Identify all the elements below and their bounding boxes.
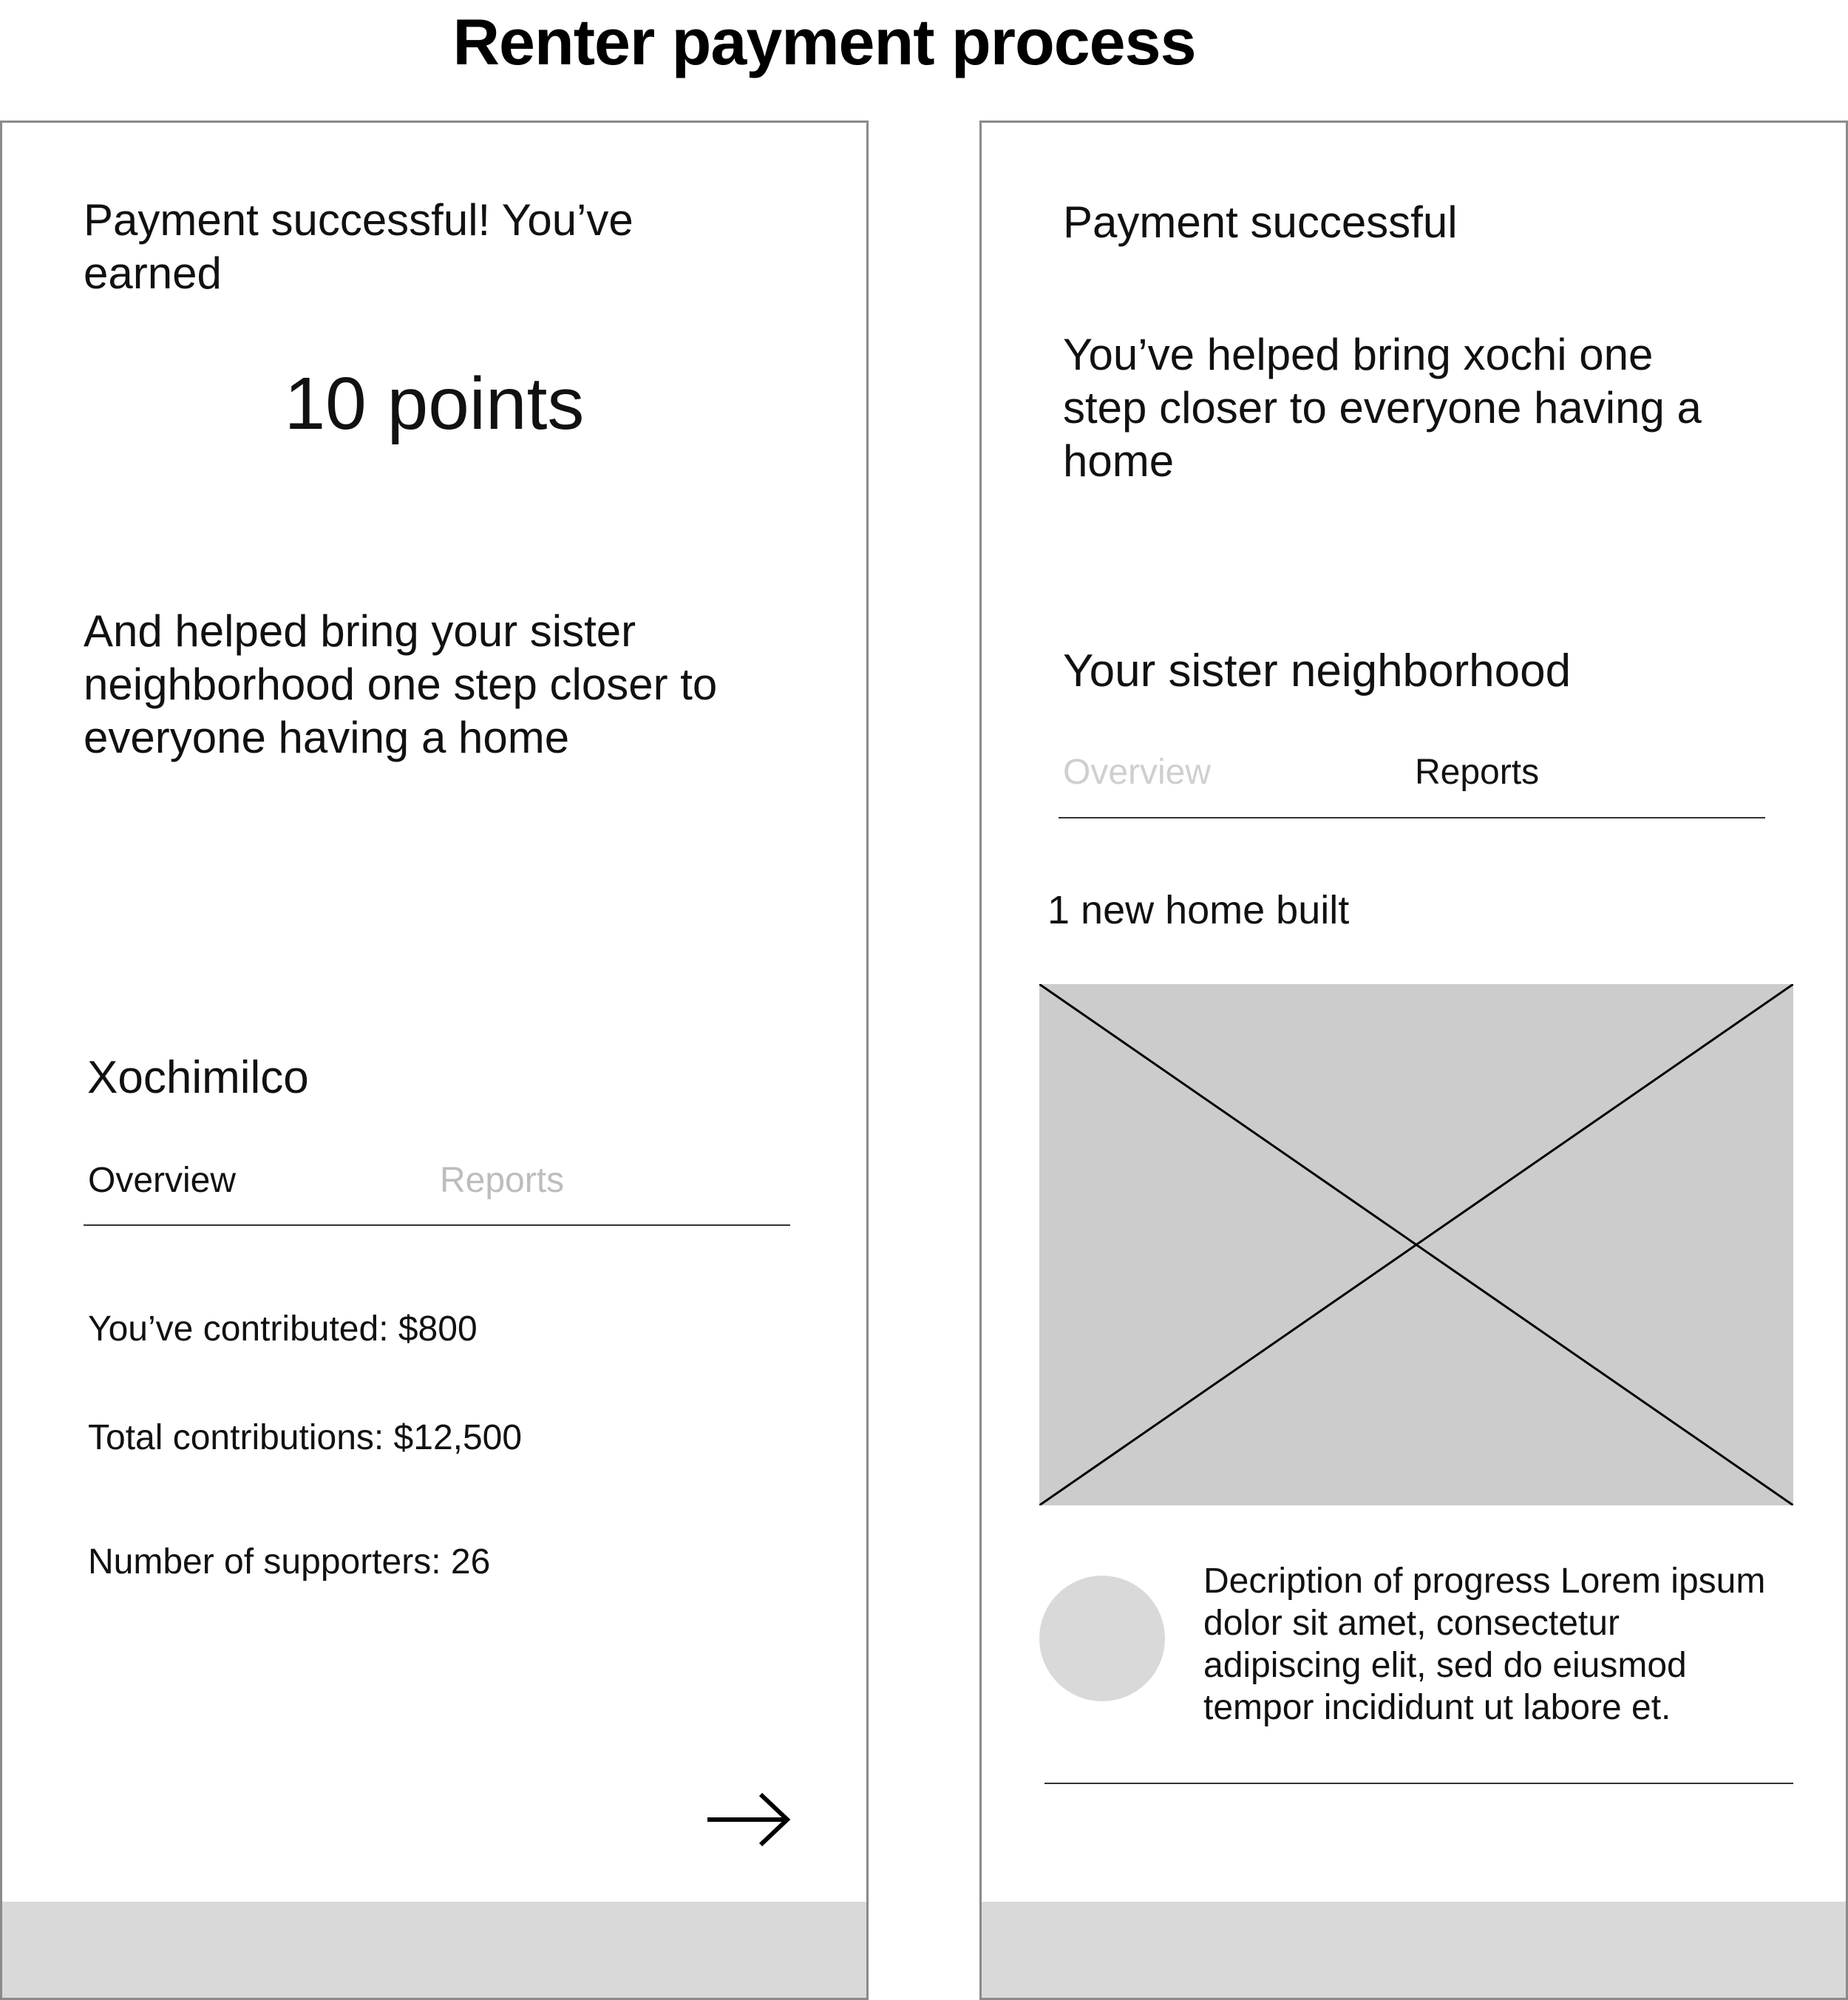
tab-overview[interactable]: Overview: [88, 1161, 237, 1200]
payment-success-screen-reports: [979, 121, 1848, 2000]
section-title: Your sister neighborhood: [1063, 645, 1572, 696]
tab-reports[interactable]: Reports: [440, 1161, 565, 1200]
report-title: 1 new home built: [1047, 888, 1350, 932]
impact-message: And helped bring your sister neighborhood one step closer to everyone having a home: [84, 606, 718, 762]
bottom-nav-bar: [982, 1902, 1846, 1998]
image-placeholder-icon: [1039, 984, 1793, 1505]
avatar: [1039, 1576, 1165, 1701]
bottom-nav-bar: [2, 1902, 866, 1998]
tab-reports[interactable]: Reports: [1415, 753, 1540, 792]
points-earned: 10 points: [284, 362, 585, 445]
impact-message: You’ve helped bring xochi one step closer to everyone having a home: [1063, 330, 1702, 486]
payment-success-screen-points: [0, 121, 869, 2000]
neighborhood-name: Xochimilco: [87, 1052, 309, 1103]
tab-divider: [1059, 817, 1765, 818]
tab-overview[interactable]: Overview: [1063, 753, 1212, 792]
page-title: Renter payment process: [452, 5, 1196, 78]
tab-divider: [84, 1224, 790, 1226]
list-divider: [1044, 1783, 1793, 1784]
stat-supporters: Number of supporters: 26: [88, 1542, 491, 1582]
stat-total-contributions: Total contributions: $12,500: [88, 1418, 523, 1457]
arrow-right-icon[interactable]: [704, 1790, 793, 1849]
payment-success-message: Payment successful! You’ve earned: [84, 195, 633, 298]
stat-contributed: You’ve contributed: $800: [88, 1309, 478, 1349]
progress-description: Decription of progress Lorem ipsum dolor sit amet, consectetur adipiscing elit, sed do eiusmod tempor incididunt ut labore et.: [1203, 1562, 1766, 1727]
payment-success-message: Payment successful: [1063, 197, 1458, 247]
